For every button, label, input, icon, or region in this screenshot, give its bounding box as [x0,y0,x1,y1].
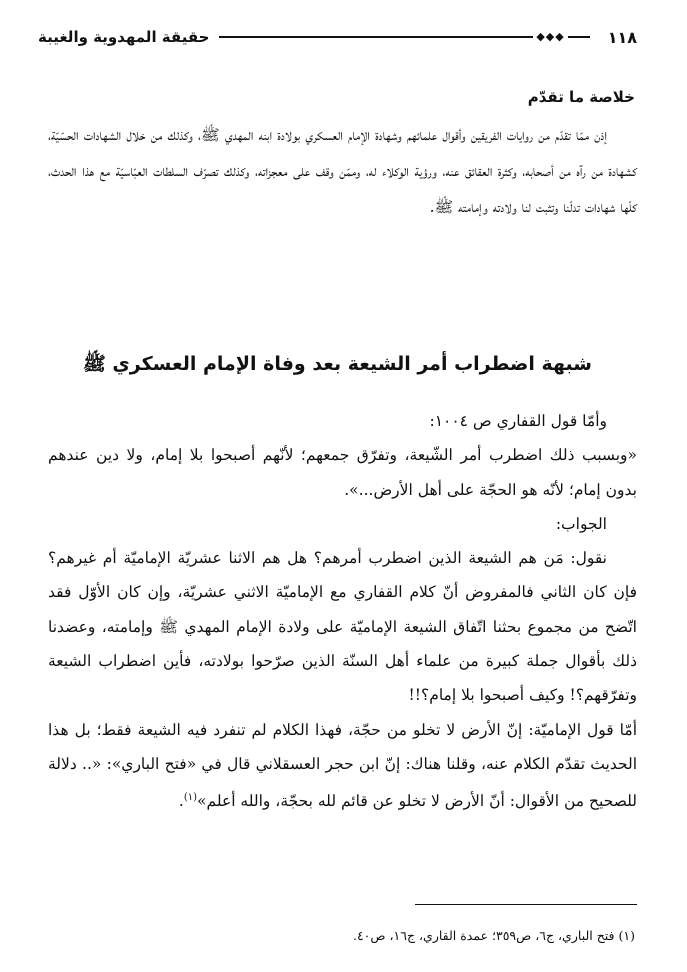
section-title: خلاصة ما تقدّم [527,88,635,106]
closing-paragraph-text: أمّا قول الإماميّة: إنّ الأرض لا تخلو من حجّة، فهذا الكلام لم تنفرد فيه الشيعة فقط؛ بل هذا الحديث تقدّم الكلام عنه، وقلنا هناك: إنّ ابن حجر العسقلاني قال في «فتح الباري»: «.. دلالة للصحيح من الأقوال: أنّ الأرض لا تخلو عن قائم لله بحجّة، والله أعلم» [48,720,637,811]
quote-paragraph: «وبسبب ذلك اضطرب أمر الشّيعة، وتفرّق جمعهم؛ لأنّهم أصبحوا بلا إمام، ولا دين عندهم بدون إمام؛ لأنّه هو الحجّة على أهل الأرض...». [48,446,637,499]
summary-paragraph: إذن ممّا تقدّم من روايات الفريقين وأقوال علمائهم وشهادة الإمام العسكري بولادة ابنه المهدي ﷺ، وكذلك من خلال الشهادات الحسّيّة، كشهادة من رآه من أصحابه، وكثرة العقائق عنه، ورؤية الوكلاء له، وممّن وقف على معجزاته، وكذلك تصرّف السلطات العبّاسيّة مع هذا الحدث، كلّها شهادات تدلّنا وتثبت لنا ولادته وإمامته ﷺ. [48,126,637,216]
header-rule [219,30,589,43]
intro-paragraph: وأمّا قول القفاري ص ١٠٠٤: [429,412,607,430]
page-header [38,24,637,50]
chapter-heading: شبهة اضطراب أمر الشيعة بعد وفاة الإمام العسكري ﷺ [82,353,592,375]
closing-paragraph: أمّا قول الإماميّة: إنّ الأرض لا تخلو من حجّة، فهذا الكلام لم تنفرد فيه الشيعة فقط؛ بل هذا الحديث تقدّم الكلام عنه، وقلنا هناك: إنّ ابن حجر العسقلاني قال في «فتح الباري»: «.. دلالة للصحيح من الأقوال: أنّ الأرض لا تخلو عن قائم لله بحجّة، والله أعلم»$^{(١)}$. [48,720,637,811]
footnote-rule [415,904,637,905]
footnote: (١) فتح الباري، ج٦، ص٣٥٩؛ عمدة القاري، ج١٦، ص٤٠. [352,928,635,943]
header-ornament-icon: ◆◆◆ [533,30,567,43]
page-number: ١١٨ [607,27,637,47]
paragraphs [48,404,637,819]
footnote-marker: (١) [183,792,198,804]
answer-label: الجواب: [555,514,607,533]
answer-paragraph: نقول: مَن هم الشيعة الذين اضطرب أمرهم؟ هل هم الاثنا عشريّة الإماميّة أم غيرهم؟ فإن كان الثاني فالمفروض أنّ كلام القفاري مع الإماميّة الاثني عشريّة، وإن كان الأوّل فقد اتّضح من مجموع بحثنا اتّفاق الشيعة الإماميّة على ولادة الإمام المهدي ﷺ وإمامته، وعضدنا ذلك بأقوال جملة كبيرة من علماء أهل السنّة الذين صرّحوا بولادته، فأين اضطراب الشيعة وتفرّقهم؟! وكيف أصبحوا بلا إمام؟!! [48,549,637,705]
book-title: حقيقة المهدوية والغيبة [38,28,210,46]
